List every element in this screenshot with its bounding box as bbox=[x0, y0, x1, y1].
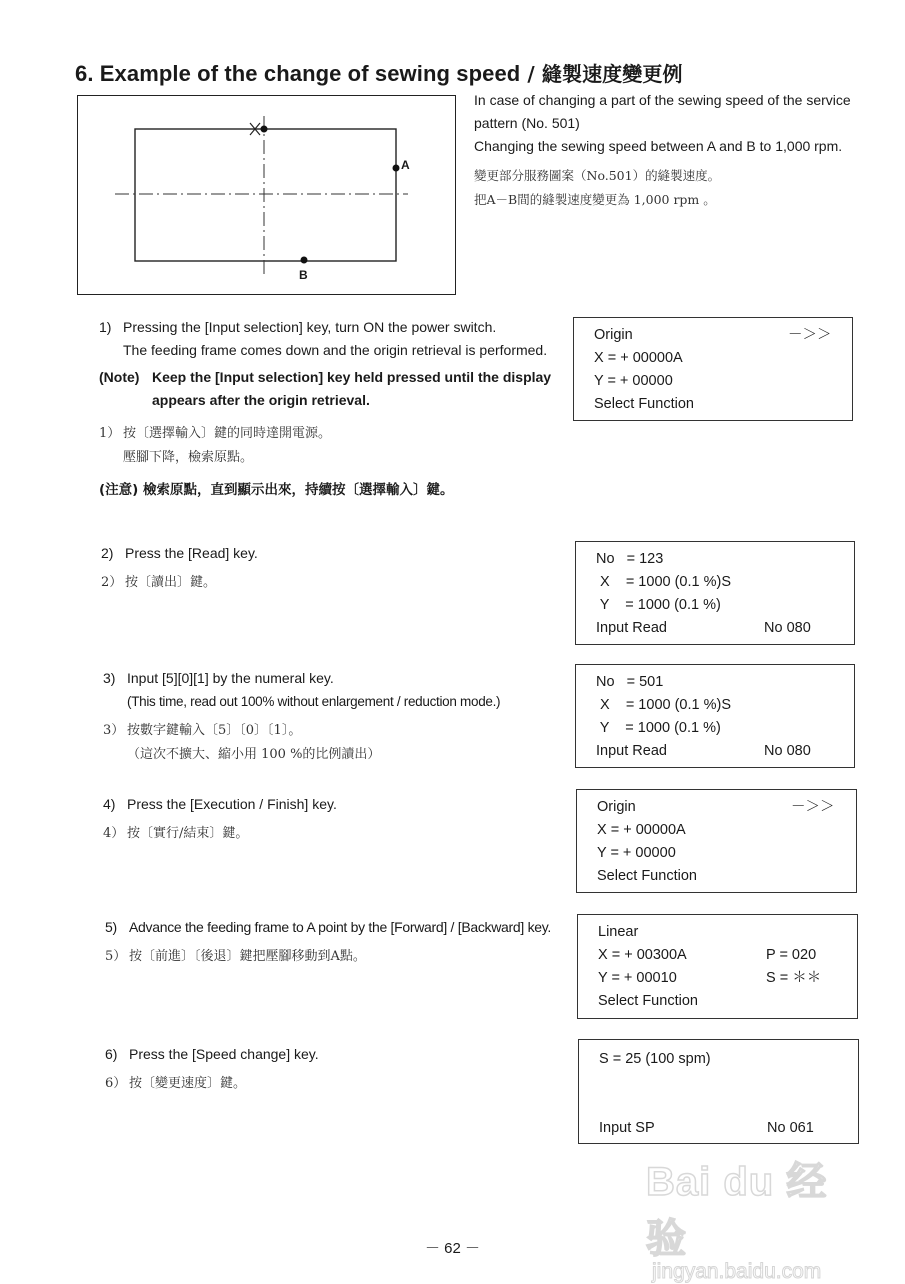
point-a-label: A bbox=[401, 158, 410, 172]
lcd-display-2: No = 123 X = 1000 (0.1 %)S Y = 1000 (0.1 %) Input Read No 080 bbox=[575, 541, 855, 645]
lcd-display-3: No = 501 X = 1000 (0.1 %)S Y = 1000 (0.1 %) Input Read No 080 bbox=[575, 664, 855, 768]
step-6: 6) Press the [Speed change] key. 6） 按〔變更速度〕鍵。 bbox=[105, 1046, 319, 1091]
intro-cn-2: 把A－B間的縫製速度變更為 1,000 rpm 。 bbox=[474, 192, 716, 207]
step-4: 4) Press the [Execution / Finish] key. 4） 按〔實行/結束〕鍵。 bbox=[103, 796, 337, 841]
step-2: 2) Press the [Read] key. 2） 按〔讀出〕鍵。 bbox=[101, 545, 258, 590]
origin-point-icon bbox=[261, 126, 268, 133]
step-1-en: 1) Pressing the [Input selection] key, turn ON the power switch. The feeding frame comes down and the origin retrieval is performed. bbox=[99, 319, 548, 358]
step-1 bbox=[99, 316, 559, 498]
step-1-note: (Note) Keep the [Input selection] key held pressed until the display appears after the origin retrieval. bbox=[99, 369, 552, 408]
page-number: － 62 － bbox=[424, 1240, 481, 1257]
step-3: 3) Input [5][0][1] by the numeral key. (This time, read out 100% without enlargement / reduction mode.) 3） 按數字鍵輸入〔5〕〔0〕〔1〕。 （這次不擴大、縮小用 100 %的比例讀出） bbox=[103, 670, 501, 762]
baidu-watermark bbox=[646, 1150, 861, 1283]
lcd-display-4: Origin －＞＞ X = + 00000A Y = + 00000 Select Function bbox=[576, 789, 857, 893]
lcd-display-5: Linear X = + 00300A P = 020 Y = + 00010 S = ＊＊ Select Function bbox=[577, 914, 858, 1019]
point-b-icon bbox=[301, 257, 308, 264]
intro-text bbox=[474, 89, 859, 212]
pattern-diagram bbox=[78, 96, 454, 293]
point-a-icon bbox=[393, 165, 400, 172]
section-title bbox=[75, 58, 683, 87]
lcd-display-1: Origin －＞＞ X = + 00000A Y = + 00000 Select Function bbox=[573, 317, 853, 421]
watermark-url: jingyan.baidu.com bbox=[652, 1260, 822, 1283]
section-title-cn: / 縫製速度變更例 bbox=[520, 62, 683, 86]
point-b-label: B bbox=[299, 268, 308, 282]
lcd-display-6: S = 25 (100 spm) Input SP No 061 bbox=[578, 1039, 859, 1144]
step-5: 5) Advance the feeding frame to A point by the [Forward] / [Backward] key. 5） 按〔前進〕〔後退〕鍵把壓腳移動到A點。 bbox=[105, 919, 552, 964]
pattern-figure bbox=[77, 95, 456, 295]
intro-en-1: In case of changing a part of the sewing speed of the service pattern (No. 501) bbox=[474, 92, 851, 131]
step-1-note-cn: (注意) 檢索原點，直到顯示出來，持續按〔選擇輸入〕鍵。 bbox=[99, 482, 454, 498]
section-title-en: 6. Example of the change of sewing speed bbox=[75, 61, 521, 86]
intro-cn-1: 變更部分服務圖案（No.501）的縫製速度。 bbox=[474, 168, 721, 183]
watermark-logo: Bai du 经验 bbox=[646, 1160, 828, 1261]
intro-en-2: Changing the sewing speed between A and B to 1,000 rpm. bbox=[474, 138, 843, 154]
step-1-cn: 1） 按〔選擇輸入〕鍵的同時達開電源。 壓腳下降，檢索原點。 bbox=[99, 426, 332, 465]
